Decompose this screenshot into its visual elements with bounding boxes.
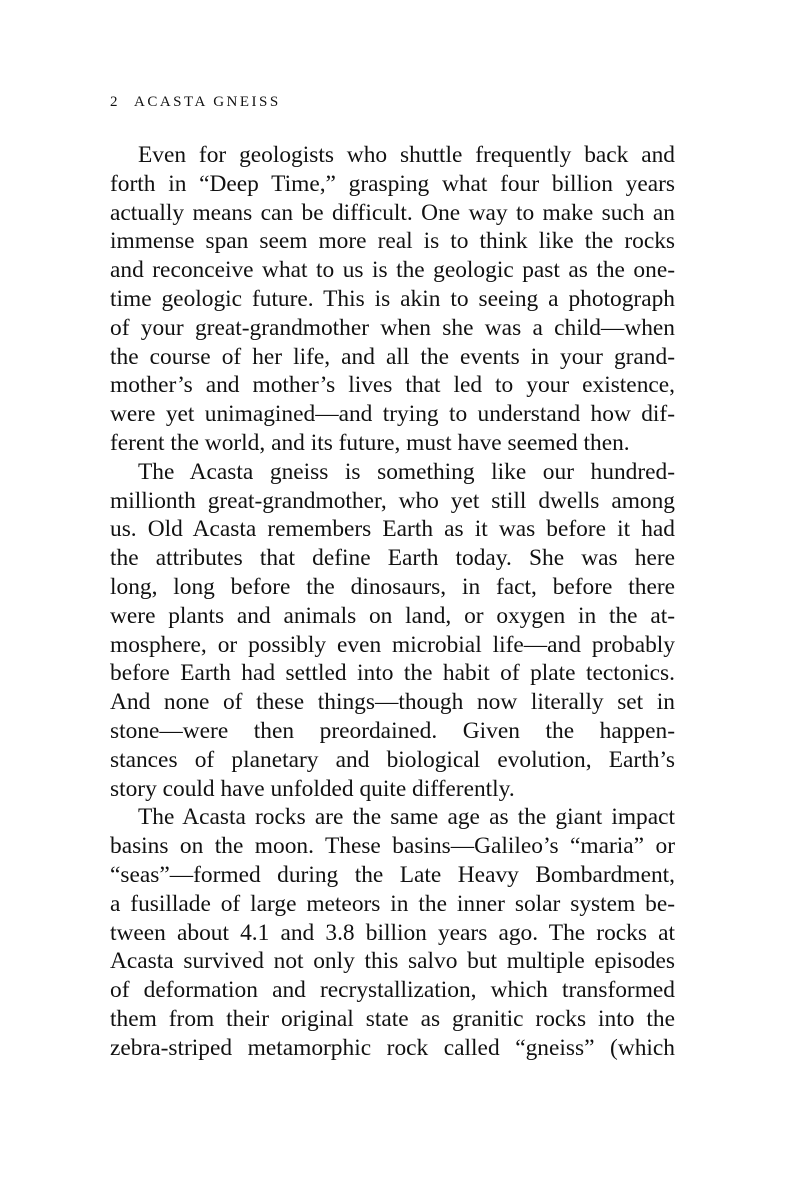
text-line: long, long before the dinosaurs, in fact, before there	[110, 573, 675, 600]
text-line: were plants and animals on land, or oxygen in the at-	[110, 602, 675, 629]
paragraph	[110, 141, 675, 458]
text-line: of your great-grandmother when she was a child—when	[110, 314, 675, 341]
text-line: of deformation and recrystallization, which transformed	[110, 977, 675, 1004]
text-line: a fusillade of large meteors in the inner solar system be-	[110, 890, 675, 917]
running-head	[110, 93, 281, 111]
text-line: Even for geologists who shuttle frequently back and	[138, 142, 675, 168]
text-line: before Earth had settled into the habit of plate tectonics.	[110, 660, 675, 687]
paragraph	[110, 458, 675, 804]
text-line: actually means can be difficult. One way to make such an	[110, 199, 675, 226]
text-line: “seas”—formed during the Late Heavy Bombardment,	[110, 861, 675, 888]
text-line: mosphere, or possibly even microbial life—and probably	[110, 631, 675, 658]
text-line: Acasta survived not only this salvo but multiple episodes	[110, 948, 675, 975]
text-line: millionth great-grandmother, who yet still dwells among	[110, 487, 675, 514]
text-line: the course of her life, and all the events in your grand-	[110, 343, 675, 370]
text-line: And none of these things—though now literally set in	[110, 689, 675, 716]
text-line: time geologic future. This is akin to seeing a photograph	[110, 285, 675, 312]
text-line: mother’s and mother’s lives that led to your existence,	[110, 372, 675, 399]
text-line: ferent the world, and its future, must have seemed then.	[110, 429, 630, 456]
text-line: basins on the moon. These basins—Galileo’s “maria” or	[110, 833, 675, 860]
text-line: immense span seem more real is to think like the rocks	[110, 228, 675, 255]
text-line: the attributes that define Earth today. She was here	[110, 545, 675, 572]
text-line: stances of planetary and biological evolution, Earth’s	[110, 746, 675, 773]
text-line: and reconceive what to us is the geologic past as the one-	[110, 257, 675, 284]
chapter-title: ACASTA GNEISS	[134, 94, 281, 110]
text-line: us. Old Acasta remembers Earth as it was before it had	[110, 516, 675, 543]
text-line: tween about 4.1 and 3.8 billion years ago. The rocks at	[110, 919, 675, 946]
body-text	[110, 141, 675, 1063]
text-line: stone—were then preordained. Given the happen-	[110, 717, 675, 744]
text-line: zebra-striped metamorphic rock called “gneiss” (which	[110, 1034, 675, 1061]
text-line: forth in “Deep Time,” grasping what four billion years	[110, 170, 675, 197]
text-line: story could have unfolded quite differently.	[110, 775, 515, 802]
page-number: 2	[110, 94, 120, 110]
paragraph	[110, 803, 675, 1062]
text-line: were yet unimagined—and trying to understand how dif-	[110, 401, 675, 428]
text-line: The Acasta gneiss is something like our hundred-	[138, 458, 675, 485]
text-line: The Acasta rocks are the same age as the giant impact	[138, 804, 675, 831]
text-line: them from their original state as granitic rocks into the	[110, 1005, 675, 1032]
